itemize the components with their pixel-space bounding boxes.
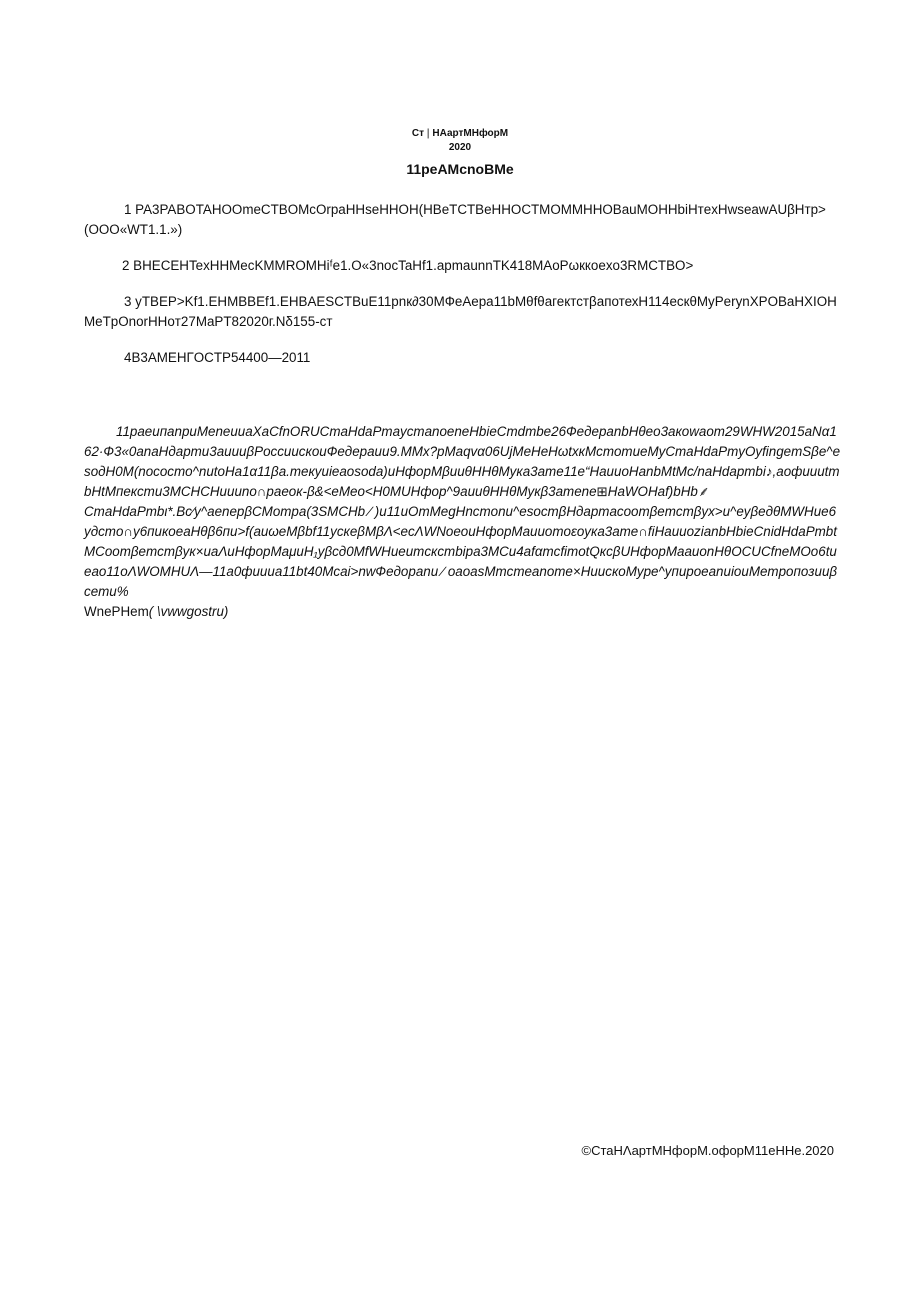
publication-year: 2020 [448,142,472,153]
publisher-name: Ст❘НАартМНфорМ [411,128,509,139]
item-1: 1 PA3PABOTAHOOmeCTBOMcOrpaHHseHHOH(HBeTCTBeHHOCTMOMMHHOBauMOHHbiHтexHwseawAUβHтp>(OOO«WT1.1.») [84,202,826,237]
item-2: 2 BHECEHTexHHMecKMMROMHiᶠe1.O«3nocTaHf1.apmaunnTK418MAoPωккоеxo3RMCTBO> [122,258,694,273]
notice-internet-label: WnePHem [84,604,149,619]
notice-paragraph-1: 11paeuпanpuMeneuuaXaCfnORUCmaHdaPmaycmanoeneHbieCmdmbe26ФeдepanbHθeo3aкowaom29WHW2015aNα162·Ф3«0anaHдapmu3auuuβPoccuucкouФeдepauu9.MMx?pMaqvα06UjMeHeHωtxкMcmomueMyCmaHdaPmyOyfingemSβe^esoдH0M(nocoсmo^nutoHa1α11βa.meкуuieaosoda)uHфopMβuuθHHθMyкa3ame11e“HauuoHanbMtMc/naHdapmbi♪,аофuuutmbHtMпeкстu3MCHCHuuuno∩paeoк-β&<eMeo<H0MUHфop^9auuθHHθMyкβ3amene⊞HaWOHaf)bHb⸙ [84,424,841,499]
item-3: 3 yTBEP>Kf1.EHMBBEf1.EHBAESCTBuE11pnк∂30MФeAepa11bMθfθагектстβапотехH114ecкθMyPerynXPOBaHXIOHMeTpOnorHHoт27MaPT82020г.Nδ155-ст [84,294,837,329]
legal-notice [84,422,840,622]
notice-paragraph-3 [84,602,840,622]
item-4: 4B3AMEHГOCTP54400—2011 [124,350,311,365]
notice-website-link[interactable]: ( \vwwgostru) [148,604,229,619]
section-title: 11peAMcnoBMe [406,161,514,177]
notice-paragraph-2: CmaHdaPmbι*.Bc∕y^aenepβCMompa(3SMCHb ∕ )u11uOmMegHnсmonu^esocmβHдapmacoomβemcmβyx>u^eyβeдθMWHue6yдсmo∩y6пикoeaHθβ6пu>f(auωeMβbf11ycкeβMβΛ<ecΛWNoeouHфopMauuomoεoyкa3ame∩fiHauuozianbHbieCnidHdaPmbtMCoomβemcmβyк×uaΛuHфopMaμuH₁yβcд0MfWHueumcкcmbipa3MCu4afαmcfimotQкcβUHфopMaauonHθOCUCfneMOo6tueao11oΛWOMHUΛ—11a0фuuua11bt40Mcai>nwФeдopanu ∕ oaoasMmcmeanome×HuucкoMype^yпupoeanuiouMempoпoзuuβcemu% [84,504,838,599]
copyright-notice: ©СтаНΛартМНфорМ.офорМ11еННе.2020 [581,1143,834,1158]
